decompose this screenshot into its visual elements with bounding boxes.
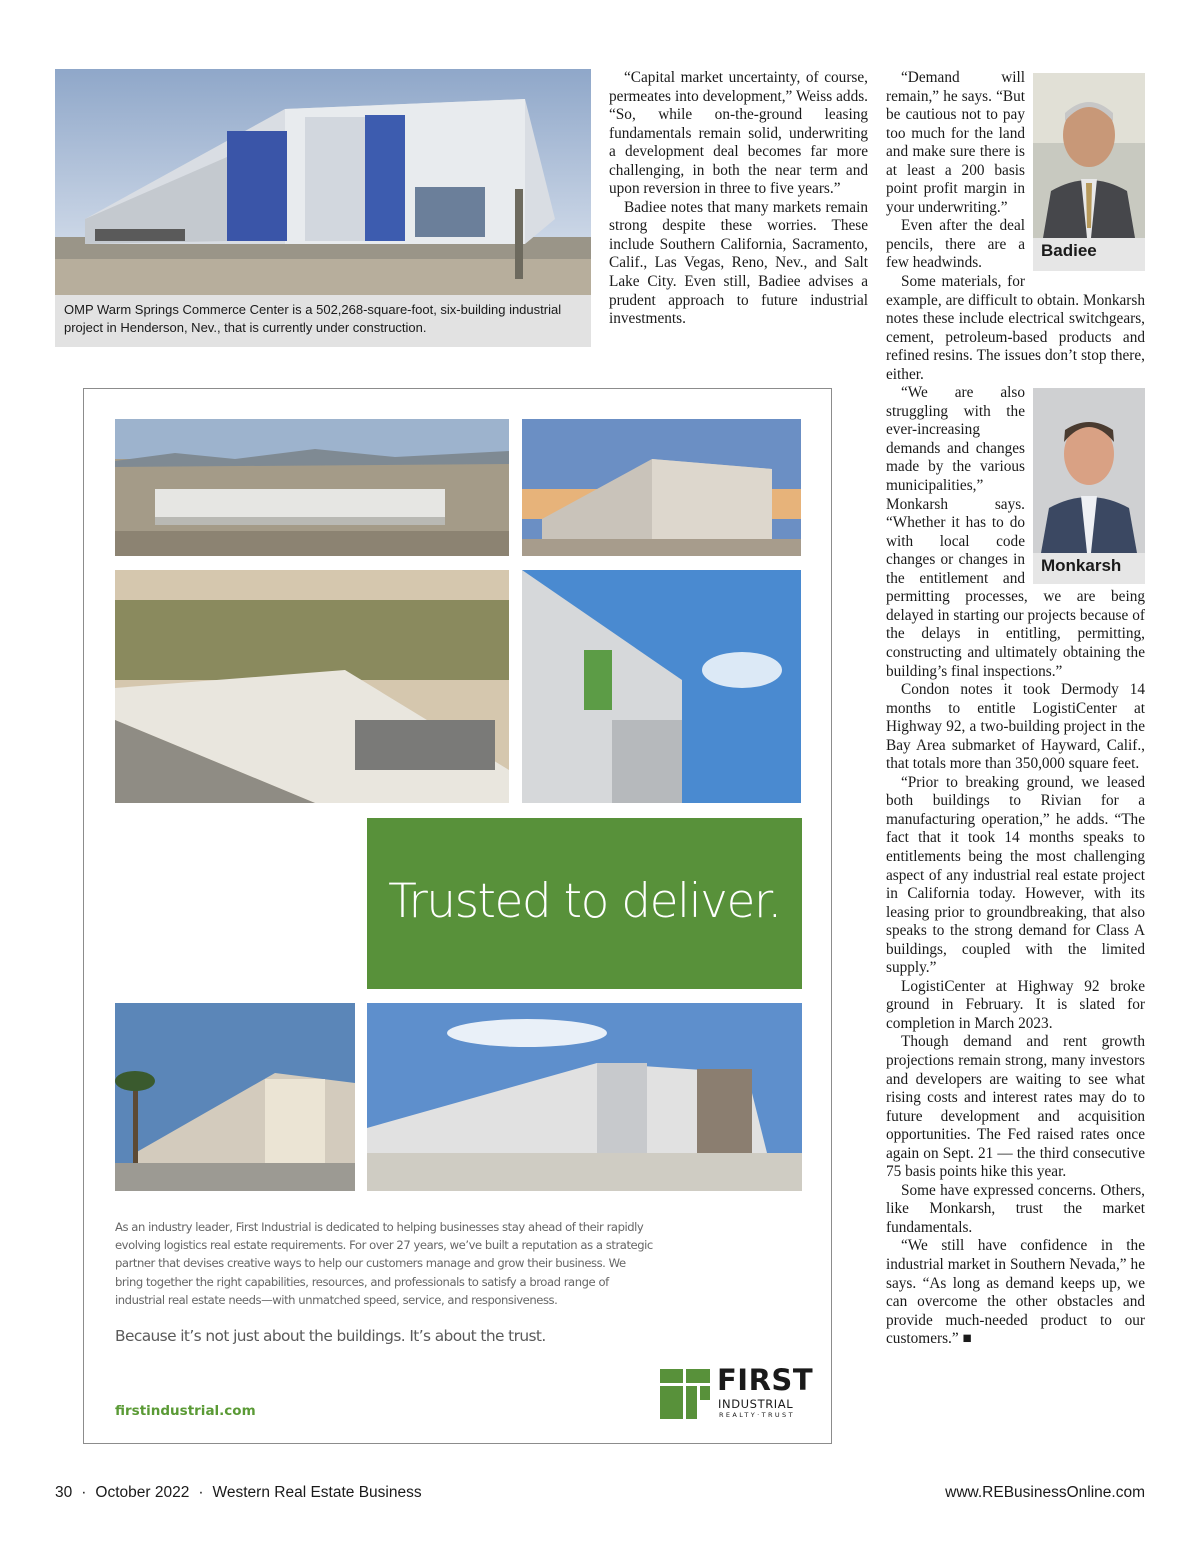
article-paragraph: “Demand will remain,” he says. “But be cautious not to pay too much for the land and make sure there is at least a 200 basis point profit margin in your underwriting.” — [886, 69, 1025, 216]
logo-wordmark-first: FIRST — [717, 1363, 814, 1397]
first-industrial-advertisement — [83, 388, 832, 1444]
article-paragraph: Condon notes it took Dermody 14 months to entitle LogistiCenter at Highway 92, a two-building project in the Bay Area submarket of Hayward, Calif., that totals more than 350,000 square feet. — [886, 681, 1145, 773]
hero-photo-warm-springs — [55, 69, 591, 295]
ad-tagline: Trusted to deliver. — [388, 874, 781, 929]
publication-name: Western Real Estate Business — [212, 1484, 422, 1501]
ad-body-copy: As an industry leader, First Industrial is dedicated to helping businesses stay ahead of their rapidly evolving logistics real estate requirements. For over 27 years, we’ve built a reputation as a strategic partner that devises creative ways to help our customers manage and grow their business. We bring together the right capabilities, resources, and professionals to satisfy a broad range of industrial real estate needs—with unmatched speed, service, and responsiveness. — [115, 1220, 653, 1307]
ad-photo-distribution-center — [115, 570, 509, 803]
footer-separator: · — [81, 1484, 87, 1501]
footer-separator: · — [198, 1484, 204, 1501]
hero-photo-caption: OMP Warm Springs Commerce Center is a 502,268-square-foot, six-building industrial project in Henderson, Nev., that is currently under construction. — [55, 295, 591, 347]
article-paragraph: LogistiCenter at Highway 92 broke ground in February. It is slated for completion in March 2023. — [886, 977, 1145, 1032]
headshot-monkarsh-label: Monkarsh — [1041, 556, 1122, 576]
first-industrial-logo-mark-icon — [660, 1369, 710, 1419]
headshot-monkarsh-photo — [1033, 388, 1145, 553]
article-paragraph: Badiee notes that many markets remain strong despite these worries. These include Southern California, Sacramento, Calif., Las Vegas, Reno, Nev., and Salt Lake City. Even still, Badiee advises a prudent approach to future industrial investments. — [609, 198, 868, 328]
article-paragraph: “We still have confidence in the industrial market in Southern Nevada,” he says. “As long as demand keeps up, we can overcome the other obstacles and provide much-needed product to our customers.” ■ — [886, 1237, 1145, 1348]
ad-trust-line: Because it’s not just about the buildings. It’s about the trust. — [115, 1327, 546, 1345]
ad-photo-warehouse-sunset — [522, 419, 801, 556]
article-column-right — [886, 69, 1145, 1349]
logo-wordmark-industrial: INDUSTRIAL — [718, 1397, 794, 1411]
article-paragraph: Some have expressed concerns. Others, like Monkarsh, trust the market fundamentals. — [886, 1181, 1145, 1236]
page-number: 30 — [55, 1484, 73, 1501]
ad-tagline-panel — [367, 818, 802, 989]
ad-photo-modern-warehouse — [367, 1003, 802, 1191]
ad-website-link[interactable]: firstindustrial.com — [115, 1403, 256, 1419]
article-paragraph: “Capital market uncertainty, of course, permeates into development,” Weiss adds. “So, while on-the-ground leasing fundamentals remain solid, underwriting a development deal becomes far more challenging, in both the near term and upon reversion in three to five years.” — [609, 69, 868, 198]
article-paragraph: Even after the deal pencils, there are a few headwinds. — [886, 217, 1025, 272]
logo-wordmark-realty-trust: REALTY·TRUST — [719, 1411, 795, 1419]
page-footer-left — [55, 1484, 422, 1502]
headshot-badiee-photo — [1033, 73, 1145, 238]
article-paragraph: Some materials, for example, are difficult to obtain. Monkarsh notes these include electrical switchgears, cement, petroleum-based products and refined resins. The issues don’t stop there, either. — [886, 273, 1145, 383]
issue-date: October 2022 — [95, 1484, 190, 1501]
publication-website[interactable]: www.REBusinessOnline.com — [945, 1484, 1145, 1501]
headshot-monkarsh — [1033, 388, 1145, 584]
article-paragraph: “Prior to breaking ground, we leased both buildings to Rivian for a manufacturing operation,” he adds. “The fact that it took 14 months speaks to entitlements being the most challenging aspect of any industrial real estate project in California today. However, with its leasing prior to groundbreaking, that also speaks to the strong demand for Class A buildings, coupled with the limited supply.” — [886, 773, 1145, 977]
article-paragraph: Though demand and rent growth projections remain strong, many investors and developers are waiting to see what rising costs and interest rates may do to future development and acquisition opportunities. The Fed raised rates once again on Sept. 21 — the third consecutive 75 basis points hike this year. — [886, 1033, 1145, 1181]
headshot-badiee-label: Badiee — [1041, 241, 1097, 260]
headshot-badiee — [1033, 73, 1145, 271]
ad-photo-palm-warehouse — [115, 1003, 355, 1191]
article-column-middle — [609, 69, 868, 329]
ad-photo-building-detail — [522, 570, 801, 803]
article-paragraph: “We are also struggling with the ever-increasing demands and changes made by the various municipalities,” Monkarsh says. “Whether it has to do with local code changes or changes in the entitlement and permitting processes, we are being delayed in starting our projects because of the delays in entitling, permitting, constructing and ultimately obtaining the building’s final inspections.” — [886, 384, 1145, 680]
first-industrial-logo — [660, 1363, 814, 1423]
ad-photo-aerial-campus — [115, 419, 509, 556]
